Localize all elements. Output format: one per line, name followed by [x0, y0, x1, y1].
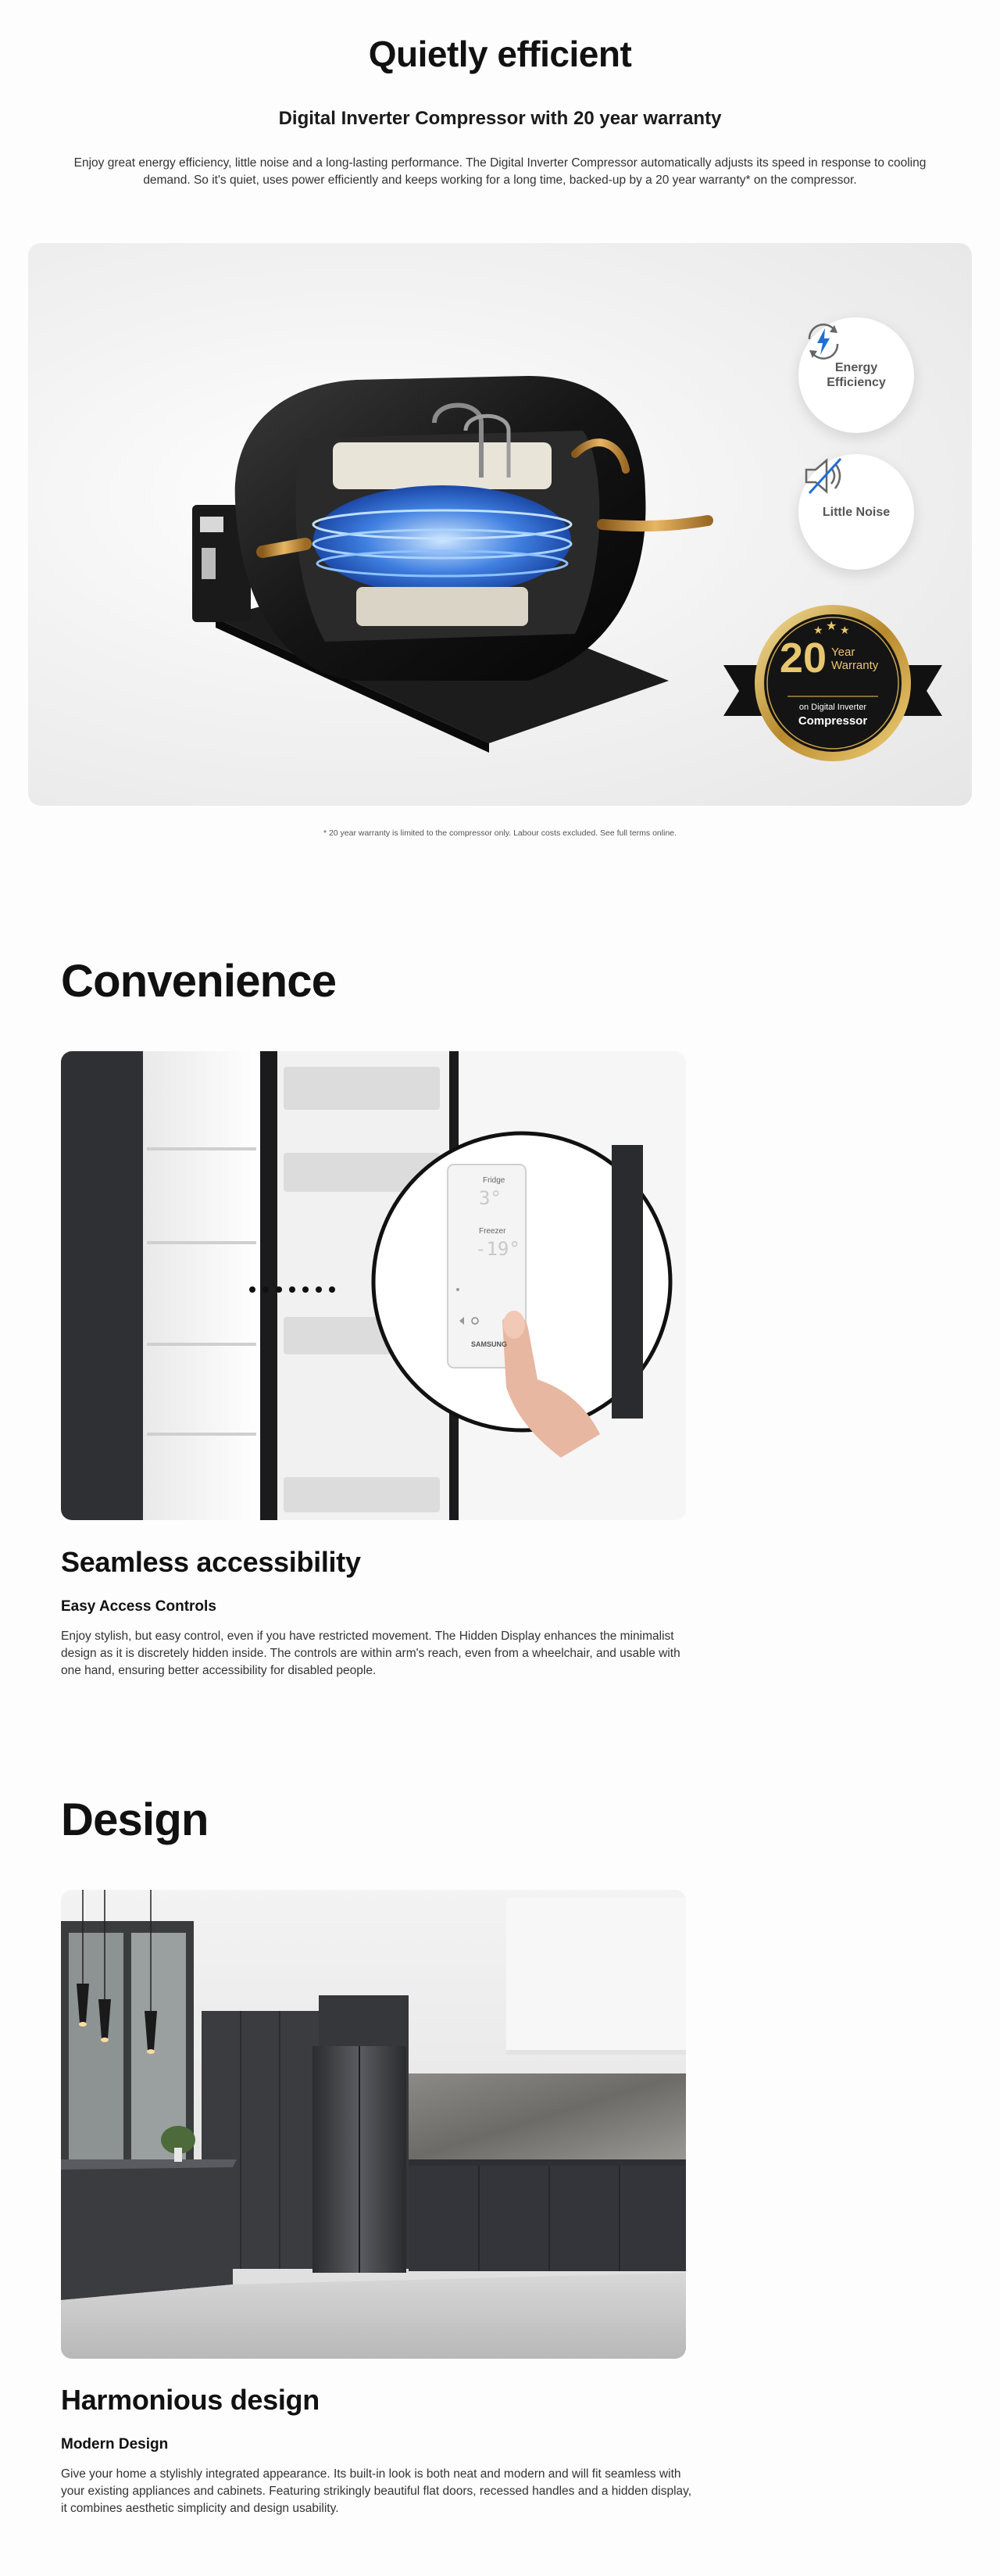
- fridge-display-label: Fridge: [483, 1176, 505, 1185]
- speaker-muted-icon: [798, 454, 848, 498]
- feature-description-accessibility: Enjoy stylish, but easy control, even if you have restricted movement. The Hidden Display enhances the minimalist design as it is discretely hidden inside. The controls are within arm's reach, even from a wheelchair, and usable with one hand, ensuring better accessibility for disabled people.: [61, 1630, 680, 1677]
- hidden-display-image: [61, 1051, 686, 1520]
- feature-title-harmonious-design: Harmonious design: [61, 2384, 320, 2416]
- kitchen-design-image: [61, 1890, 686, 2359]
- warranty-line1: on Digital Inverter: [798, 703, 867, 712]
- energy-efficiency-icon: [798, 317, 848, 366]
- section-description-efficiency: Enjoy great energy efficiency, little noise and a long-lasting performance. The Digital Inverter Compressor automatically adjusts its speed in response to cooling demand. So it's quiet, uses power efficiently and keeps working for a long time, backed-up by a 20 year warranty* on the compressor.: [73, 156, 927, 187]
- little-noise-label: Little Noise: [822, 505, 891, 519]
- feature-description-design: Give your home a stylishly integrated appearance. Its built-in look is both neat and modern and will fit seamless with your existing appliances and cabinets. Featuring strikingly beautiful flat doors, recessed handles and a hidden display, it combines aesthetic simplicity and design usability.: [61, 2467, 692, 2515]
- freezer-display-label: Freezer: [479, 1227, 506, 1236]
- energy-efficiency-label-line1: Energy: [834, 361, 878, 374]
- section-title-design: Design: [61, 1794, 209, 1845]
- section-title-quietly-efficient: Quietly efficient: [368, 34, 632, 74]
- freezer-display-temp: -19°: [475, 1238, 520, 1260]
- display-brand-label: SAMSUNG: [471, 1340, 508, 1348]
- warranty-line2: Compressor: [798, 714, 868, 728]
- warranty-footnote: * 20 year warranty is limited to the compressor only. Labour costs excluded. See full terms online.: [323, 828, 677, 838]
- warranty-seal-graphic: [716, 599, 950, 771]
- energy-efficiency-badge: [798, 317, 914, 433]
- fridge-display-temp: 3°: [479, 1187, 502, 1209]
- kitchen-illustration: [61, 1890, 686, 2359]
- svg-text:★: ★: [826, 620, 838, 633]
- fridge-hidden-display-illustration: [61, 1051, 686, 1520]
- section-title-convenience: Convenience: [61, 956, 337, 1007]
- section-subtitle-compressor: Digital Inverter Compressor with 20 year warranty: [278, 108, 722, 129]
- warranty-seal: [716, 599, 950, 771]
- warranty-year-label: Year: [831, 646, 855, 659]
- feature-title-seamless-accessibility: Seamless accessibility: [61, 1546, 361, 1578]
- energy-efficiency-label-line2: Efficiency: [827, 376, 886, 389]
- little-noise-badge: [798, 454, 914, 570]
- warranty-label: Warranty: [831, 659, 879, 672]
- warranty-years-number: 20: [779, 635, 827, 682]
- svg-text:★: ★: [840, 624, 850, 636]
- feature-subtitle-easy-access-controls: Easy Access Controls: [61, 1598, 216, 1615]
- svg-text:★: ★: [813, 624, 823, 636]
- compressor-hero-image: [28, 243, 972, 806]
- feature-subtitle-modern-design: Modern Design: [61, 2436, 169, 2453]
